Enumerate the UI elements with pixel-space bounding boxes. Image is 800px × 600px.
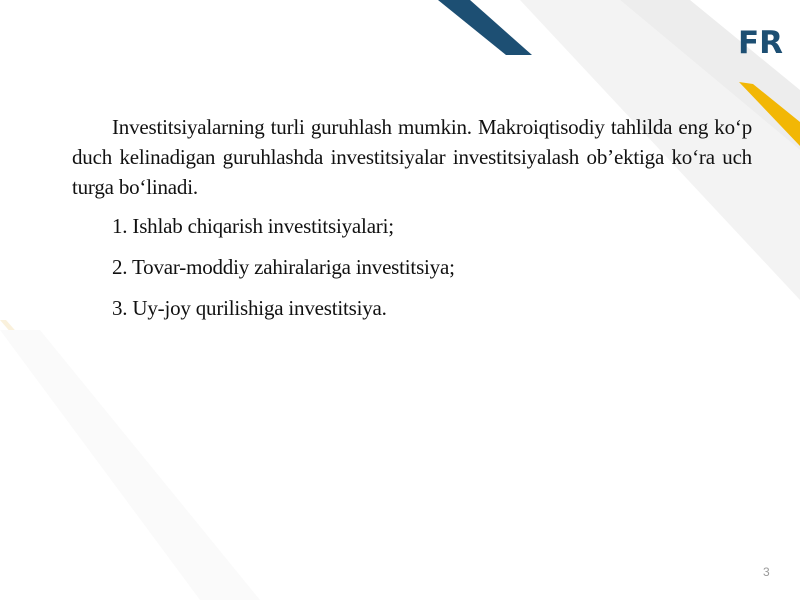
intro-paragraph: Investitsiyalarning turli guruhlash mumkin. Makroiqtisodiy tahlilda eng ko‘p duch kelinadigan guruhlashda investitsiyalar investitsiyalash ob’ektiga ko‘ra uch turga bo‘linadi. [72,115,752,200]
navy-diagonal-stripe [438,0,532,55]
list-item-2: 2. Tovar-moddiy zahiralariga investitsiya; [112,254,455,279]
page-number: 3 [763,565,770,579]
list-item-1: 1. Ishlab chiqarish investitsiyalari; [112,213,394,238]
fr-logo: FR [738,25,784,61]
slide-content [72,112,752,334]
list-item-3: 3. Uy-joy qurilishiga investitsiya. [112,296,387,321]
faint-gray-diagonal-band [0,330,260,600]
